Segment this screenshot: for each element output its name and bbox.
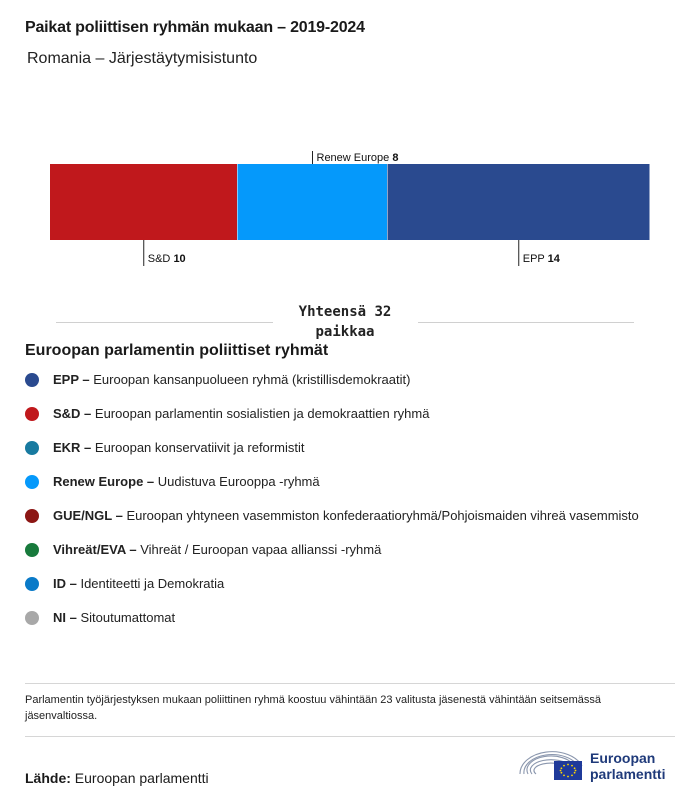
legend-item (25, 507, 665, 525)
chart-title: Paikat poliittisen ryhmän mukaan – 2019-2024 (25, 19, 365, 36)
data-label-value: 14 (547, 253, 560, 265)
legend-abbr: ID – (53, 576, 77, 591)
source-value: Euroopan parlamentti (74, 770, 209, 786)
total-divider-left (56, 322, 273, 323)
legend-abbr: EKR – (53, 440, 92, 455)
legend-abbr: S&D – (53, 406, 92, 421)
divider-bottom (25, 736, 675, 737)
legend-swatch (25, 407, 39, 421)
source-label: Lähde: (25, 770, 71, 786)
chart-subtitle: Romania – Järjestäytymisistunto (27, 50, 258, 67)
legend-swatch (25, 441, 39, 455)
data-label-name: EPP (522, 253, 548, 265)
legend-list (25, 371, 665, 627)
european-parliament-logo[interactable] (518, 744, 678, 788)
legend-desc: Vihreät / Euroopan vapaa allianssi -ryhmä (136, 542, 382, 557)
legend-abbr: GUE/NGL – (53, 508, 123, 523)
legend-swatch (25, 543, 39, 557)
data-label (148, 253, 186, 265)
legend-swatch (25, 611, 39, 625)
data-label-name: S&D (147, 253, 174, 265)
legend-desc: Sitoutumattomat (76, 610, 176, 625)
legend-swatch (25, 373, 39, 387)
legend-title: Euroopan parlamentin poliittiset ryhmät (25, 342, 329, 359)
logo-line-2: parlamentti (590, 766, 666, 782)
bar-segment[interactable] (388, 164, 651, 240)
legend-desc: Euroopan kansanpuolueen ryhmä (kristillisdemokraatit) (89, 372, 411, 387)
legend-abbr: Vihreät/EVA – (53, 542, 137, 557)
logo-text (590, 750, 665, 782)
legend-abbr: NI – (53, 610, 77, 625)
total-seats-label: Yhteensä 32 paikkaa (298, 304, 392, 340)
legend-desc: Identiteetti ja Demokratia (76, 576, 225, 591)
bar-segment[interactable] (238, 164, 388, 240)
bar-segment[interactable] (50, 164, 238, 240)
data-label-value: 8 (392, 152, 399, 164)
footnote: Parlamentin työjärjestyksen mukaan poliittinen ryhmä koostuu vähintään 23 valitusta jäsenestä vähintään seitsemässä jäsenvaltiossa. (25, 694, 601, 722)
legend-desc: Euroopan konservatiivit ja reformistit (91, 440, 305, 455)
data-label-name: Renew Europe (316, 152, 393, 164)
legend-item (25, 473, 665, 491)
data-label (317, 152, 399, 164)
data-label-value: 10 (173, 253, 186, 265)
hemicycle-flag-icon (518, 744, 586, 788)
legend-swatch (25, 577, 39, 591)
legend-abbr: EPP – (53, 372, 90, 387)
legend-item (25, 575, 665, 593)
legend-abbr: Renew Europe – (53, 474, 155, 489)
total-seats (0, 300, 700, 344)
legend-desc: Uudistuva Eurooppa -ryhmä (154, 474, 320, 489)
legend-item (25, 609, 665, 627)
legend-item (25, 405, 665, 423)
total-divider-right (418, 322, 634, 323)
stacked-bar-chart (0, 140, 700, 280)
data-label (523, 253, 561, 265)
divider-top (25, 683, 675, 684)
legend-desc: Euroopan parlamentin sosialistien ja demokraattien ryhmä (91, 406, 430, 421)
legend-desc: Euroopan yhtyneen vasemmiston konfederaatioryhmä/Pohjoismaiden vihreä vasemmisto (122, 508, 639, 523)
legend-item (25, 371, 665, 389)
source (25, 770, 209, 786)
legend-swatch (25, 509, 39, 523)
legend-swatch (25, 475, 39, 489)
legend-item (25, 541, 665, 559)
legend-item (25, 439, 665, 457)
logo-line-1: Euroopan (590, 750, 656, 766)
